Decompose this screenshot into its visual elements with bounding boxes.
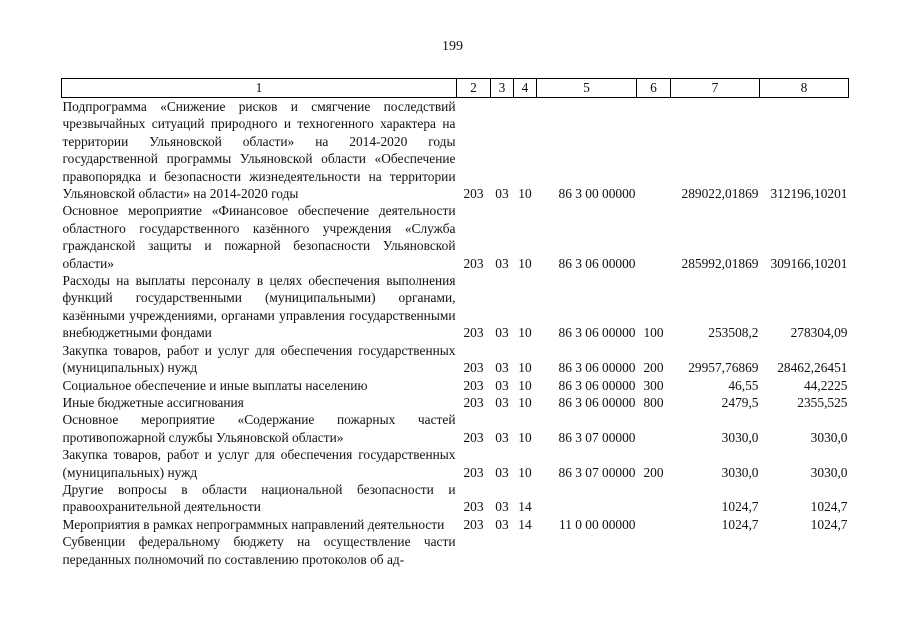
amount-col-8: 2355,525 — [797, 394, 848, 410]
code-subsection: 10 — [518, 325, 532, 341]
code-subsection: 10 — [518, 255, 532, 271]
table-row — [62, 377, 849, 394]
code-target — [537, 533, 637, 568]
code-ministry: 203 — [463, 516, 484, 532]
column-header: 5 — [537, 79, 637, 98]
row-name: Субвенции федеральному бюджету на осуществление части переданных полномочий по составлению протоколов об ад- — [62, 534, 456, 567]
table-row — [62, 202, 849, 272]
table-row — [62, 516, 849, 533]
code-target: 86 3 06 00000 — [558, 394, 636, 410]
row-name: Основное мероприятие «Содержание пожарных частей противопожарной службы Ульяновской области» — [62, 412, 456, 445]
code-expense-type — [637, 516, 671, 533]
code-section: 03 — [495, 325, 509, 341]
amount-col-7: 285992,01869 — [681, 255, 759, 271]
amount-col-8: 44,2225 — [803, 377, 848, 393]
code-expense-type — [637, 202, 671, 272]
table-row — [62, 342, 849, 377]
code-subsection: 10 — [518, 377, 532, 393]
code-target: 86 3 07 00000 — [558, 429, 636, 445]
code-section: 03 — [495, 360, 509, 376]
code-subsection — [514, 533, 537, 568]
code-expense-type: 200 — [643, 464, 664, 480]
column-header: 8 — [760, 79, 849, 98]
table-row — [62, 446, 849, 481]
table-row — [62, 272, 849, 342]
row-name: Другие вопросы в области национальной безопасности и правоохранительной деятельности — [62, 481, 456, 515]
code-expense-type — [637, 98, 671, 203]
code-ministry: 203 — [463, 429, 484, 445]
code-target: 86 3 06 00000 — [558, 325, 636, 341]
code-ministry: 203 — [463, 360, 484, 376]
amount-col-7: 3030,0 — [721, 464, 759, 480]
code-target: 86 3 07 00000 — [558, 464, 636, 480]
column-header: 1 — [62, 79, 457, 98]
code-section: 03 — [495, 255, 509, 271]
code-section: 03 — [495, 516, 509, 532]
code-subsection: 10 — [518, 464, 532, 480]
row-name: Закупка товаров, работ и услуг для обеспечения государственных (муниципальных) нужд — [62, 447, 456, 480]
code-target — [537, 481, 637, 516]
amount-col-7: 29957,76869 — [688, 360, 759, 376]
code-ministry: 203 — [463, 325, 484, 341]
amount-col-8: 3030,0 — [810, 464, 848, 480]
table-row — [62, 98, 849, 203]
amount-col-8: 309166,10201 — [770, 255, 848, 271]
column-header: 2 — [457, 79, 491, 98]
code-section: 03 — [495, 186, 509, 202]
code-subsection: 14 — [518, 516, 532, 532]
table-row — [62, 533, 849, 568]
code-expense-type — [637, 481, 671, 516]
code-subsection: 10 — [518, 186, 532, 202]
code-subsection: 10 — [518, 429, 532, 445]
code-section: 03 — [495, 394, 509, 410]
code-section: 03 — [495, 499, 509, 515]
code-expense-type — [637, 411, 671, 446]
row-name: Расходы на выплаты персоналу в целях обеспечения выполнения функций государственными (муниципальными) органами, казёнными учреждениями, органами управления государственными внебюджетными фондами — [62, 273, 456, 341]
code-subsection: 10 — [518, 360, 532, 376]
code-target: 86 3 06 00000 — [558, 255, 636, 271]
amount-col-7: 46,55 — [728, 377, 759, 393]
amount-col-7: 3030,0 — [721, 429, 759, 445]
amount-col-8: 278304,09 — [790, 325, 848, 341]
code-ministry: 203 — [463, 499, 484, 515]
code-ministry: 203 — [463, 394, 484, 410]
table-header-row — [62, 79, 849, 98]
amount-col-8: 312196,10201 — [770, 186, 848, 202]
code-expense-type: 800 — [643, 394, 664, 410]
row-name: Мероприятия в рамках непрограммных направлений деятельности — [62, 516, 445, 532]
row-name: Основное мероприятие «Финансовое обеспечение деятельности областного государственного казённого учреждения «Служба гражданской защиты и пожарной безопасности Ульяновской области» — [62, 203, 456, 271]
table-row — [62, 394, 849, 411]
page-number: 199 — [442, 39, 463, 54]
row-name: Подпрограмма «Снижение рисков и смягчение последствий чрезвычайных ситуаций природного и техногенного характера на территории Ульяновской области» на 2014-2020 годы государственной программы Ульяновской области «Обеспечение правопорядка и безопасности жизнедеятельности на территории Ульяновской области» на 2014-2020 годы — [62, 99, 456, 202]
table-row — [62, 481, 849, 516]
amount-col-8 — [760, 533, 849, 568]
amount-col-7: 1024,7 — [721, 499, 759, 515]
amount-col-7: 289022,01869 — [681, 186, 759, 202]
code-subsection: 10 — [518, 394, 532, 410]
code-ministry: 203 — [463, 186, 484, 202]
amount-col-8: 28462,26451 — [777, 360, 848, 376]
code-ministry — [457, 533, 491, 568]
code-section: 03 — [495, 464, 509, 480]
code-expense-type: 200 — [643, 360, 664, 376]
column-header: 7 — [671, 79, 760, 98]
code-ministry: 203 — [463, 377, 484, 393]
column-header: 3 — [491, 79, 514, 98]
code-target: 86 3 06 00000 — [558, 360, 636, 376]
code-target: 86 3 06 00000 — [558, 377, 636, 393]
amount-col-7 — [671, 533, 760, 568]
amount-col-8: 3030,0 — [810, 429, 848, 445]
row-name: Закупка товаров, работ и услуг для обеспечения государственных (муниципальных) нужд — [62, 342, 456, 376]
amount-col-7: 2479,5 — [721, 394, 759, 410]
code-expense-type: 100 — [643, 325, 664, 341]
budget-table — [61, 78, 849, 568]
code-expense-type — [637, 533, 671, 568]
row-name: Социальное обеспечение и иные выплаты населению — [62, 377, 368, 393]
amount-col-7: 253508,2 — [708, 325, 759, 341]
amount-col-8: 1024,7 — [810, 516, 848, 532]
code-section: 03 — [495, 377, 509, 393]
code-section: 03 — [495, 429, 509, 445]
code-section — [491, 533, 514, 568]
column-header: 4 — [514, 79, 537, 98]
amount-col-7: 1024,7 — [721, 516, 759, 532]
amount-col-8: 1024,7 — [810, 499, 848, 515]
column-header: 6 — [637, 79, 671, 98]
code-ministry: 203 — [463, 255, 484, 271]
code-target: 86 3 00 00000 — [558, 186, 636, 202]
row-name: Иные бюджетные ассигнования — [62, 394, 244, 410]
code-ministry: 203 — [463, 464, 484, 480]
code-subsection: 14 — [518, 499, 532, 515]
code-target: 11 0 00 00000 — [559, 516, 636, 532]
table-row — [62, 411, 849, 446]
code-expense-type: 300 — [643, 377, 664, 393]
